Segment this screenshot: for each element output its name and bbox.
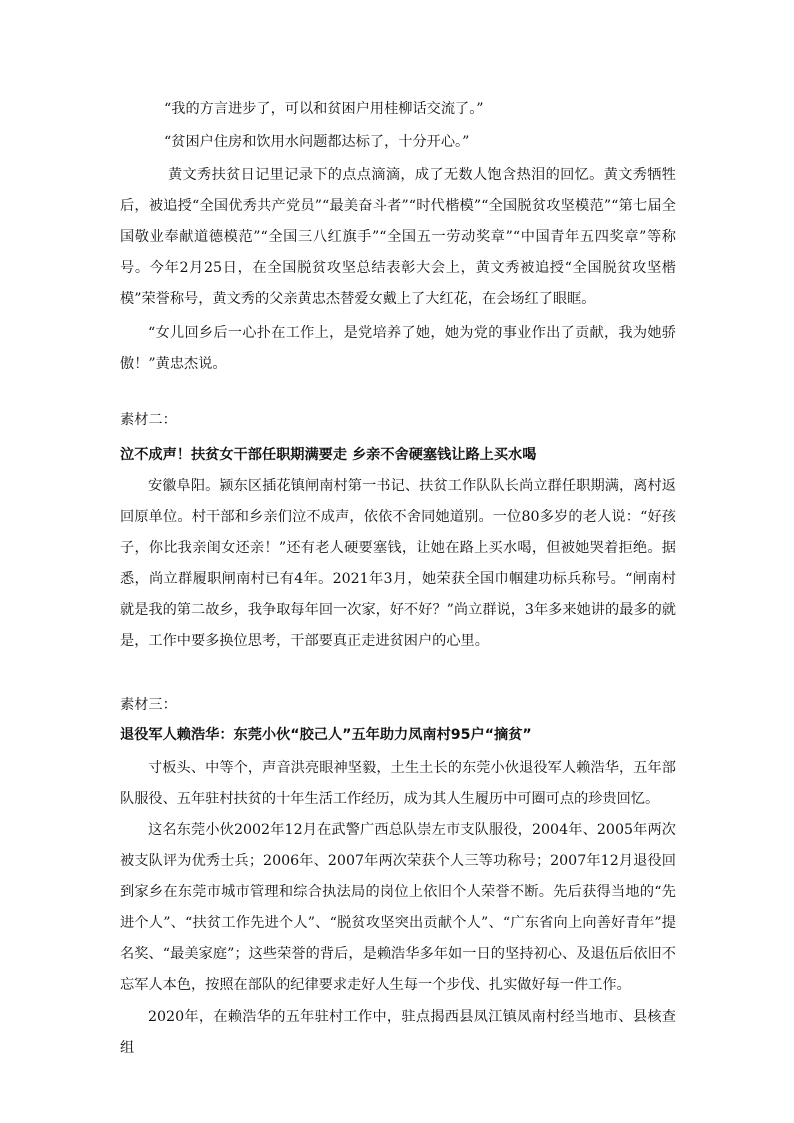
material-3-title: 退役军人赖浩华：东莞小伙“胶己人”五年助力凤南村95户“摘贫”: [120, 727, 532, 743]
quote-housing: “贫困户住房和饮用水问题都达标了，十分开心。”: [164, 134, 470, 150]
paragraph-shang-liqun: 安徽阜阳。颍东区插花镇闸南村第一书记、扶贫工作队队长尚立群任职期满，离村返回原单位。村干部和乡亲们泣不成声，依依不舍同她道别。一位80多岁的老人说：“好孩子，你比我亲闺女还亲！”还有老人硬要塞钱，让她在路上买水喝，但被她哭着拒绝。据悉，尚立群履职闸南村已有4年。2021年3月，她荣获全国巾帼建功标兵称号。“闸南村就是我的第二故乡，我争取每年回一次家，好不好？”尚立群说，3年多来她讲的最多的就是，工作中要多换位思考，干部要真正走进贫困户的心里。: [120, 478, 676, 649]
paragraph-huang-wenxiu-honors: 黄文秀扶贫日记里记录下的点点滴滴，成了无数人饱含热泪的回忆。黄文秀牺牲后，被追授“全国优秀共产党员”“最美奋斗者”“时代楷模”“全国脱贫攻坚模范”“第七届全国敬业奉献道德模范”“全国三八红旗手”“全国五一劳动奖章”“中国青年五四奖章”等称号。今年2月25日，在全国脱贫攻坚总结表彰大会上，黄文秀被追授“全国脱贫攻坚楷模”荣誉称号，黄文秀的父亲黄忠杰替爱女戴上了大红花，在会场红了眼眶。: [120, 167, 676, 307]
material-2-label: 素材二：: [120, 412, 177, 428]
paragraph-huang-zhongjie-quote: “女儿回乡后一心扑在工作上，是党培养了她，她为党的事业作出了贡献，我为她骄傲！”黄忠杰说。: [120, 325, 676, 372]
paragraph-lai-haohua-2020: 2020年，在赖浩华的五年驻村工作中，驻点揭西县凤江镇凤南村经当地市、县核查组: [120, 1009, 676, 1056]
material-2-title: 泣不成声！扶贫女干部任职期满要走 乡亲不舍硬塞钱让路上买水喝: [120, 447, 537, 463]
quote-dialect: “我的方言进步了，可以和贫困户用桂柳话交流了。”: [164, 101, 484, 117]
material-3-label: 素材三：: [120, 697, 177, 713]
paragraph-lai-haohua-service: 这名东莞小伙2002年12月在武警广西总队崇左市支队服役，2004年、2005年两次被支队评为优秀士兵；2006年、2007年两次荣获个人三等功称号；2007年12月退役回到家乡在东莞市城市管理和综合执法局的岗位上依旧个人荣誉不断。先后获得当地的“先进个人”、“扶贫工作先进个人”、“脱贫攻坚突出贡献个人”、“广东省向上向善好青年”提名奖、“最美家庭”；这些荣誉的背后，是赖浩华多年如一日的坚持初心、及退伍后依旧不忘军人本色，按照在部队的纪律要求走好人生每一个步伐、扎实做好每一件工作。: [120, 822, 676, 993]
paragraph-lai-haohua-intro: 寸板头、中等个，声音洪亮眼神坚毅，土生土长的东莞小伙退役军人赖浩华，五年部队服役、五年驻村扶贫的十年生活工作经历，成为其人生履历中可圈可点的珍贵回忆。: [120, 760, 676, 807]
